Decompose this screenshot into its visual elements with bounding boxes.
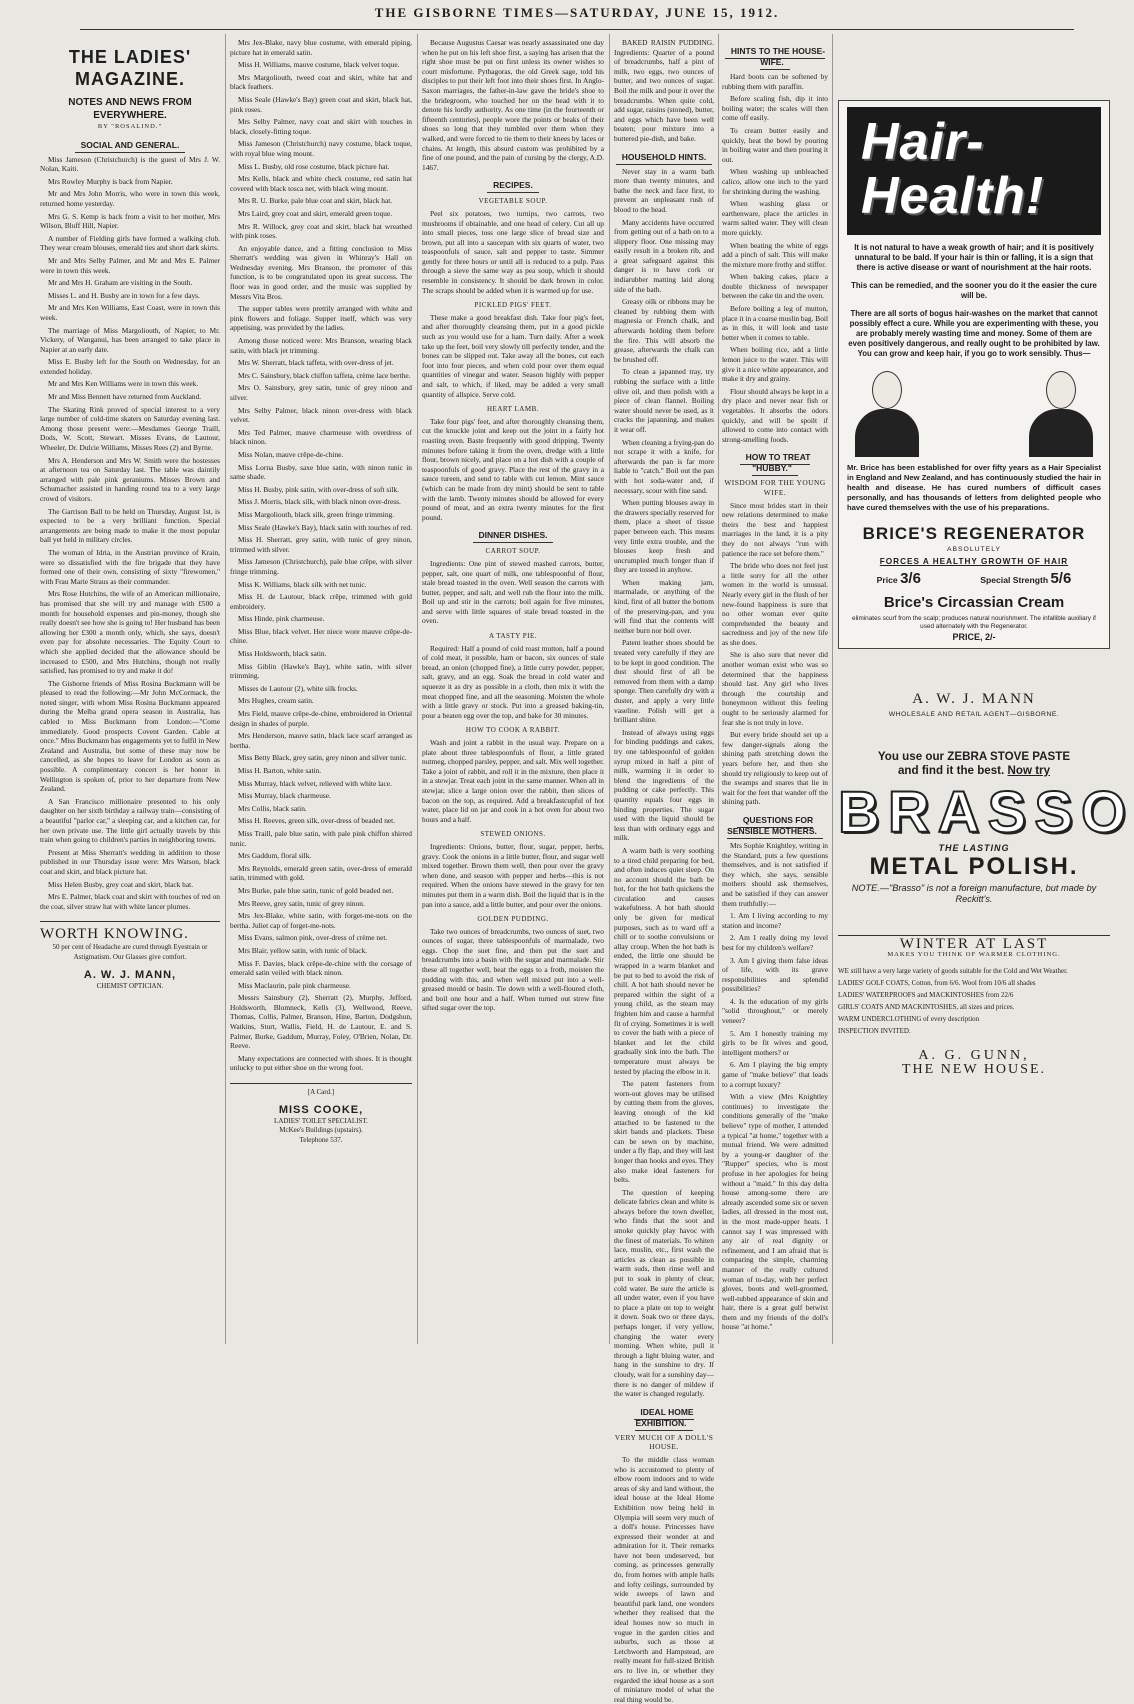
paragraph: Misses de Lautour (2), white silk frocks.	[238, 683, 358, 693]
paragraph: Misses L. and H. Busby are in town for a few days.	[48, 290, 200, 300]
hint-paragraph: Many accidents have occurred from getting out of a bath on to a slippery floor. One missing may easily result in a broken rib, and a great safeguard against this danger is to have cork or indiarubber matting laid along side of the bath.	[614, 217, 714, 294]
mann-name: A. W. J. MANN,	[83, 968, 177, 981]
portrait-illustrations	[847, 367, 1101, 459]
zebra-line-2: and find it the best. Now try	[897, 763, 1051, 777]
cooke-card	[230, 1083, 412, 1145]
column-rule	[832, 34, 833, 1344]
section-subtitle: NOTES AND NEWS FROM EVERYWHERE.	[68, 97, 192, 121]
brasso-title: BRASSO	[838, 779, 1134, 845]
paragraph: Miss Jameson (Christchurch) is the guest of Mrs J. W. Nolan, Kaiti.	[40, 154, 220, 174]
paragraph: The supper tables were prettily arranged with white and pink flowers and foliage. Supper itself, which was very appetising, was provided by the ladies.	[230, 304, 412, 333]
brice-blurb: Mr. Brice has been established for over fifty years as a Hair Specialist in England and New Zealand, and has continuously studied the hair in health and disease. He has cured numbers of difficult cases personally, and has thousands of letters from delighted people who have cured themselves with the use of his preparations.	[847, 463, 1101, 512]
paragraph: Mr and Mrs John Morris, who were in town this week, returned home yesterday.	[40, 189, 220, 208]
paragraph: The Skating Rink proved of special interest to a very large number of cold-time skaters on Saturday evening last. Among those present were:—Mesdames George Traill, Dods, W. Scott, Stewart. Misses Evans, de Lautour, Wheeler, Dr. Dulcie Williams, Misses Rees (2) and Byrne.	[40, 404, 220, 453]
paragraph: A number of Fielding girls have formed a walking club. They wear cream blouses, emerald ties and short dark skirts.	[40, 233, 220, 253]
hint-paragraph: Instead of always using eggs for binding puddings and cakes, try one tablespoonful of golden syrup mixed in half a pint of milk, warming it in order to blend the ingredients of the pudding or cake perfectly. This quantity equals four eggs in binding properties. The sugar used with the liquid should be less than with ordinary eggs and milk.	[614, 727, 714, 843]
recipe-list	[422, 197, 604, 522]
byline: BY "ROSALIND."	[97, 123, 163, 130]
paragraph: She is also sure that never did another woman exist who was so determined that the happiness should last. Any girl who lives through the courtship and honeymoon without this feeling ought to be seriously alarmed for fear she is not truly in love.	[722, 650, 828, 727]
exhibition-text: To the middle class woman who is accustomed to plenty of elbow room indoors and to wide areas of sky and land without, the ideal house at the Ideal Home Exhibition now being held in Olympia will seem very much of a doll's house. Princesses have expressed their wonder at and admiration for it. Their remarks have not been undeserved, but coming, as princesses generally do, from homes with ample halls and lofty ceilings, surrounded by wide sweeps of lawn and beautiful park land, one wonders whether they realised that the ideal houses now so much in vogue in the garden cities and suburbs, such as those at Letchworth and Hampstead, are really meant for full-sized British ers to live in, or whether they regarded the ideal house as a sort of miniature model of what the real thing would be.	[614, 1454, 714, 1704]
price-label: Price 3/6	[876, 570, 921, 588]
column-rule	[609, 34, 610, 1344]
paragraph: Mr and Mrs Selby Palmer, and Mr and Mrs E. Palmer were in town this week.	[40, 255, 220, 275]
column-household-a	[614, 38, 714, 1704]
worth-body: 50 per cent of Headache are cured through Eyestrain or Astigmatism. Our Glasses give comfort.	[52, 943, 208, 961]
column-advertisements	[838, 100, 1134, 1344]
paragraph: Miss Seale (Hawke's Bay) green coat and skirt, black hat, pink roses.	[230, 94, 412, 114]
question-item: 2. Am I really doing my level best for my children's welfare?	[722, 933, 828, 952]
hint-paragraph: To cream butter easily and quickly, heat the bowl by pouring in boiling water and then pouring it out.	[722, 125, 828, 164]
cream-title: Brice's Circassian Cream	[883, 593, 1065, 611]
hair-copy-line: There are all sorts of bogus hair-washes on the market that cannot possibly effect a cure. While you are experimenting with these, you are probably merely wasting time and money. Some of them are even positively dangerous, and really ought to be prohibited by law. You can grow and keep hair, if you go to work sensibly. Thus—	[848, 309, 1100, 358]
paragraph: Miss K. Williams, black silk with net tunic.	[238, 579, 367, 589]
winter-line: WE still have a very large variety of goods suitable for the Cold and Wet Weather.	[838, 967, 1068, 976]
hint-paragraph: When washing glass or earthenware, place the articles in warm salted water. They will clean more quickly.	[722, 199, 828, 237]
paragraph: Mrs Reeve, grey satin, tunic of grey ninon.	[238, 898, 365, 908]
paragraph: Miss H. Sherratt, grey satin, with tunic of grey ninon, trimmed with silver.	[230, 535, 412, 554]
paragraph: Mrs E. Palmer, black coat and skirt with touches of red on the coat, silver straw hat with white lancer plumes.	[40, 892, 220, 911]
paragraph: Miss Murray, black velvet, relieved with white lace.	[238, 778, 392, 788]
hint-paragraph: Greasy oilk or ribbons may be cleaned by rubbing them with magnesia or French chalk, and afterwards holding them before the fire. This will absorb the grease, afterwards the chalk can be brushed off.	[614, 297, 714, 364]
brasso-note: NOTE.—"Brasso" is not a foreign manufacture, but made by Reckitt's.	[851, 883, 1097, 905]
winter-subtitle: MAKES YOU THINK OF WARMER CLOTHING.	[887, 950, 1061, 958]
worth-knowing-ad	[40, 921, 220, 991]
paragraph: Miss J. Morris, black silk, with black ninon over-dress.	[238, 497, 401, 507]
recipe-text: Ingredients: Onions, butter, flour, sugar, pepper, herbs, gravy. Cook the onions in a little butter, flour, and sugar well mixed together. Brown them well, then pour over the gravy when done, and season with pepper and herbs—this is not required. When the onions have stewed in the gravy for ten minutes put them in a warm dish. Boil the liquid that is in the pan into a sauce, add a little butter, and pour over the onions.	[422, 841, 604, 909]
paragraph: Miss F. Davies, black crêpe-de-chine with the corsage of emerald satin veiled with black ninon.	[230, 958, 412, 978]
paragraph: The woman of Idria, in the Austrian province of Krain, were so dissatisfied with the fire brigade that they have formed one of their own, consisting of sixty "firewomen," with Frau Marie Straus as their commander.	[40, 547, 220, 586]
recipe-text: These make a good breakfast dish. Take four pig's feet, and after thoroughly cleansing them, put in a good pickle such as you would use for a ham. Turn daily. After a week take up the feet, boil very slowly till perfectly tender, and the bones can be slipped out. Take away all the bones, cut each foot into four pieces, and when cold pour over them equal quantities of vinegar and water. Season highly with pepper and salt, to which, if liked, may be added a very small quantity of allspice. Serve cold.	[422, 312, 604, 399]
hubby-heading: HOW TO TREAT "HUBBY."	[722, 452, 828, 474]
paragraph: But every bride should set up a few danger-signals along the shining path stretching down the years before her, and then she should try religiously to keep out of the swamps and snares that lie in wait for the feet that wander off the shining path.	[722, 730, 828, 807]
hint-paragraph: Before scaling fish, dip it into boiling water; the scales will then come off easily.	[722, 94, 828, 123]
paragraph: Mrs Jex-Blake, white satin, with forget-me-nots on the bertha. Juliet cap of forget-me-nots.	[230, 911, 412, 930]
paragraph: Mrs Laird, grey coat and skirt, emerald green toque.	[238, 208, 393, 218]
paragraph: Among those noticed were: Mrs Branson, wearing black satin, with black jet trimming.	[230, 336, 412, 355]
hint-paragraph: When putting blouses away in the drawers specially reserved for them, place a sheet of tissue paper between each. This means very little extra trouble, and the blouses keep fresh and uncrumpled much longer than if they are tossed in anyhow.	[614, 498, 714, 575]
household-hints	[614, 167, 714, 1399]
winter-line: INSPECTION INVITED.	[838, 1027, 911, 1036]
paragraph: Miss Maclaurin, pale pink charmeuse.	[238, 980, 351, 990]
paragraph: Mr and Mrs H. Graham are visiting in the South.	[48, 278, 193, 288]
cooke-role: LADIES' TOILET SPECIALIST.	[274, 1116, 368, 1125]
paragraph: Mrs R. Willock, grey coat and skirt, black hat wreathed with pink roses.	[230, 221, 412, 241]
paragraph: Mrs Ted Palmer, mauve charmeuse with overdress of black ninon.	[230, 427, 412, 447]
paragraph: Mrs Blair, yellow satin, with tunic of black.	[238, 945, 368, 955]
recipe-title: GOLDEN PUDDING.	[477, 915, 549, 924]
paragraph: Mrs Burke, pale blue satin, tunic of gold beaded net.	[238, 885, 394, 895]
paragraph: Mrs C. Sainsbury, black chiffon taffeta, crème lace berthe.	[238, 370, 411, 380]
housewife-hints	[722, 72, 828, 444]
recipe-title: CARROT SOUP.	[485, 547, 541, 556]
winter-lines	[838, 965, 1110, 1037]
masthead: THE GISBORNE TIMES—SATURDAY, JUNE 15, 1912.	[80, 4, 1074, 30]
paragraph: Miss Jameson (Christchurch) navy costume, black toque, with royal blue wing mount.	[230, 139, 412, 158]
paragraph: Miss Margoliouth, black silk, green fringe trimming.	[238, 509, 395, 519]
paragraph: Mrs Jex-Blake, navy blue costume, with emerald piping, picture hat in emerald satin.	[230, 38, 412, 57]
recipe-title: VEGETABLE SOUP.	[478, 197, 548, 206]
agent-name: A. W. J. MANN	[912, 691, 1036, 708]
hint-paragraph: Flour should always be kept in a dry place and never near fish or vegetables. It absorbs the odors quickly, and will be spoilt if allowed to come into contact with strong-smelling foods.	[722, 386, 828, 444]
column-rule	[417, 34, 418, 1344]
paragraph: A San Francisco millionaire presented to his only daughter on her sixth birthday a railway train—consisting of a beautiful "parlor car," a sleeping car, and a kitchen car, for her own private use. The little girl actually travels by this train when going to children's parties in neighboring towns.	[40, 796, 220, 845]
hubby-subheading: WISDOM FOR THE YOUNG WIFE.	[724, 478, 826, 497]
paragraph: Miss H. Busby, pink satin, with over-dress of soft silk.	[238, 484, 399, 494]
hint-paragraph: When washing up unbleached calico, allow one inch to the yard for shrinking during the washing.	[722, 167, 828, 196]
questions-heading: QUESTIONS FOR SENSIBLE MOTHERS.	[722, 815, 828, 837]
social-paragraphs	[40, 155, 220, 912]
questions-tail: With a view (Mrs Knightley continues) to investigate the conditions generally of the "make believe" type of mother, I attended a typical "at home," together with a mutual friend. We were admitted by a young-er daughter of the "Rupper" species, who is most profuse in her apologies for being without a "maid." In this day delta house among-some there are already ascended some six or seven ladies, all dressed in the most out, in the most made-upper heats. I cannot say I was impressed with any air of real dignity or refinement, and I am afraid that is comparing the simple, charming manner of the really cultured woman of to-day, with her perfect gloves, boots and well-groomed, well-tubbed appearance of skin and hair, there is a great gulf betwixt them and my friends of the doll's house "at home."	[722, 1092, 828, 1332]
recipe-text: Take four pigs' feet, and after thoroughly cleansing them, cut the knuckle joint and keep out the joint in a fairly hot roasting oven. Baste frequently with good dripping. Twenty minutes before taking it from the oven, dredge with a little flour, brown nicely, and place on a hot dish with a couple of teaspoonfuls of good gravy. Place the rest of the gravy in a sauce tureen, and send to table with cut lemon. Mint sauce (which can be made from dry mint) should be sent to table with the lamb. Twenty minutes should be allowed for every pound of meat, and an extra twenty minutes for the first pound.	[422, 416, 604, 522]
forces-label: FORCES A HEALTHY GROWTH OF HAIR	[879, 556, 1069, 566]
column-ladies-magazine	[40, 38, 220, 1344]
portrait-man-icon	[1029, 371, 1093, 457]
hint-paragraph: A warm bath is very soothing to a tired child preparing for bed, and often induces quiet sleep. On no account should the bath be hot, for the hot bath quickens the circulation and causes wakefulness. A hot bath should only be given for medical purposes, such as to ward off a chill or to soothe convulsions or allay croup. When the hot bath is ended, the little one should be wrapped in a warm blanket and be put to bed to avoid the risk of chill. A hot bath should never be prepared within the sight of a young child, as the steam may frighten him and cause a harmful fit of crying. Sometimes it is well to cover the bath with a piece of blanket and let the child gradually sink into the bath. The temperature must always be tested by placing the elbow in it.	[614, 845, 714, 1076]
paragraph: Miss H. Barton, white satin.	[238, 766, 322, 775]
recipe-text: Ingredients: One pint of stewed mashed carrots, butter, pepper, salt, one quart of milk, one tablespoonful of flour, stale bread toasted in the oven. Well season the carrots with butter, pepper, and salt, and well rub the flour into the milk. Boil up and stir in the carrots; boil again for five minutes, and serve with little squares of stale bread toasted in the oven.	[422, 558, 604, 626]
cooke-address: McKee's Buildings (upstairs).	[279, 1126, 363, 1135]
hint-paragraph: When cleaning a frying-pan do not scrape it with a knife, for afterwards the pan is far more liable to "catch." Boil out the pan with hot soda-water and, if necessary, scour with fine sand.	[614, 437, 714, 495]
hint-paragraph: The patent fasteners from worn-out gloves may be utilised by cutting them from the gloves, leaving enough of the kid attached to be fastened to the skirt bands and plackets. These can be sewn on by machine, under a fly flap, and they will last longer than hooks and eyes. They also make ideal fasteners for belts.	[614, 1079, 714, 1185]
column-housewife	[722, 38, 828, 1344]
question-item: 4. Is the education of my girls "solid throughout," or merely veneer?	[722, 996, 828, 1026]
absolutely-label: ABSOLUTELY	[946, 546, 1002, 553]
housewife-heading: HINTS TO THE HOUSE-WIFE.	[722, 46, 828, 68]
paragraph: Miss L. Busby, old rose costume, black picture hat.	[238, 161, 390, 171]
paragraph: Mrs Selby Palmer, navy coat and skirt with touches in black, closely-fitting toque.	[230, 117, 412, 136]
paragraph: Mrs G. S. Kemp is back from a visit to her mother, Mrs Wilson, Bluff Hill, Napier.	[40, 211, 220, 231]
paragraph: Mrs Rose Hutchins, the wife of an American millionaire, has promised that she will try and manage with £500 a month for household expenses and pin-money, though she really doesn't see how she is going to! Her husband has been allowing her £300 a month only, which, she says, doesn't even pay for absolute necessaries. The Equity Court to which she applied decided that the allowance should be increased to £500, and Mrs Hutchins, though not really satisfied, has promised to try and make it do!	[40, 589, 220, 676]
paragraph: Miss Holdsworth, black satin.	[238, 649, 327, 659]
paragraph: Miss Seale (Hawke's Bay), black satin with touches of red.	[238, 522, 412, 532]
winter-ad	[838, 935, 1110, 1077]
paragraph: Miss Helen Busby, grey coat and skirt, black hat.	[48, 879, 194, 889]
hubby-paragraphs	[722, 501, 828, 807]
hint-paragraph: Patent leather shoes should be treated very carefully if they are to be kept in good condition. The dust should first of all be removed from them with a damp sponge. Then carefully dry with a duster, and apply a very little vaseline. Polish will get a brilliant shine.	[614, 638, 714, 725]
paragraph: Mrs A. Henderson and Mrs W. Smith were the hostesses at afternoon tea on Saturday last. The table was daintily arranged with pale pink geraniums. Misses Brown and Schumacher assisted in handing round tea to a very large crowd of visitors.	[40, 455, 220, 503]
winter-line: GIRLS' COATS AND MACKINTOSHES, all sizes and prices.	[838, 1003, 1015, 1012]
recipe-title: STEWED ONIONS.	[480, 830, 546, 839]
special-price: Special Strength 5/6	[980, 570, 1072, 588]
hair-copy-line: This can be remedied, and the sooner you do it the easier the cure will be.	[851, 281, 1097, 300]
paragraph: The marriage of Miss Margoliouth, of Napier, to Mr. Vickery, of Wanganui, has been arranged to take place in Napier at an early date.	[40, 325, 220, 354]
household-heading: HOUSEHOLD HINTS.	[614, 152, 714, 163]
paragraph: An enjoyable dance, and a fitting conclusion to Miss Sherratt's wedding was given in Whinray's Hall on Wednesday evening. Mrs Branson, the promoter of this function, is to be congratulated upon its great success. The floor was in good order, and the music was supplied by Messrs Vita Bros.	[230, 243, 412, 301]
paragraph: Many expectations are connected with shoes. It is thought unlucky to put either shoe on the wrong foot.	[230, 1053, 412, 1073]
paragraph: Mrs W. Sherratt, black taffeta, with over-dress of jet.	[238, 358, 394, 368]
paragraph: Miss Evans, salmon pink, over-dress of crème net.	[238, 933, 388, 943]
paragraph: The Gisborne friends of Miss Rosina Buckmann will be pleased to read the following:—Mr John McCormack, the noted singer, with whom Miss Rosina Buckmann appeared during the Melba grand opera season in Australia, has cabled to Miss Buckmann from London:—"Come immediately. Good prospects Covent Garden. Cable at once." Miss Buckmann has engagements yet to fulfil in New Zealand and Australia, but some of these may now be cancelled, as she hopes to leave for London as soon as possible. A complimentary concert is her honor in Wellington is spoken of, prior to her departure from New Zealand.	[40, 678, 220, 794]
winter-line: LADIES' GOLF COATS, Cotton, from 6/6. Wool from 10/6 all shades	[838, 979, 1036, 988]
hint-paragraph: When boiling rice, add a little lemon juice to the water. This will give it a nice white appearance, and make it dry and grainy.	[722, 345, 828, 384]
section-title: THE LADIES' MAGAZINE.	[68, 47, 192, 89]
questions-list	[722, 841, 828, 1089]
dinner-list	[422, 547, 604, 1013]
paragraph: Mrs O. Sainsbury, grey satin, tunic of grey ninon and silver.	[230, 383, 412, 402]
guest-paragraphs	[230, 38, 412, 1073]
paragraph: Miss Hinde, pink charmeuse.	[238, 614, 325, 624]
paragraph: Mr and Mrs Ken Williams, East Coast, were in town this week.	[40, 303, 220, 322]
hint-paragraph: When baking cakes, place a double thickness of newspaper between the cake tin and the oven.	[722, 272, 828, 301]
hint-paragraph: When beating the white of eggs add a pinch of salt. This will make the mixture more frothy and stiffer.	[722, 240, 828, 269]
shoe-intro: Because Augustus Caesar was nearly assassinated one day when he put on his left shoe first, a saying has arisen that the right shoe must be put on first unless its owner wishes to court misfortune. Pythagoras, the old Greek sage, told his disciples to put their left foot into their shoes first. In Anglo-Saxon marriages, the father-in-law gave the bride's shoe to the bridegroom, who touched her on the head with it to denote his lordly authority. As one time (in the fourteenth or fifteenth centuries), people wore the points or beaks of their shoes so long that they tumbled over them when they walked, and were forced to tie them to their knees by laces or chains. At length, this absurd custom was prohibited by a fine of one pound, and the pain of cursing by the clergy, A.D. 1467.	[422, 38, 604, 172]
exhibition-heading: IDEAL HOME EXHIBITION.	[614, 1407, 714, 1429]
recipe-title: PICKLED PIGS' FEET.	[474, 301, 552, 310]
paragraph: Mr and Mrs Ken Williams were in town this week.	[48, 379, 199, 389]
zebra-line-1: You use our ZEBRA STOVE PASTE	[877, 749, 1071, 763]
question-item: Mrs Sophie Knightley, writing in the Standard, puts a few questions themselves, and is not satisfied if they which, she says, sensible mothers should ask themselves, and be satisfied if they can answer them truthfully:—	[722, 840, 828, 908]
hint-paragraph: Before boiling a leg of mutton, place it in a coarse muslin bag. Boil as in this, it will look and taste better when it comes to table.	[722, 304, 828, 342]
recipe-title: A TASTY PIE.	[488, 632, 538, 641]
mann-role: CHEMIST OPTICIAN.	[96, 981, 164, 990]
column-rule	[225, 34, 226, 1344]
question-item: 6. Am I playing the big empty game of "make believe" that leads to a corrupt luxury?	[722, 1060, 828, 1089]
recipe-title: HOW TO COOK A RABBIT.	[465, 726, 561, 735]
hair-copy-line: It is not natural to have a weak growth of hair; and it is positively unnatural to be bald. If your hair is thin or falling, it is a sign that there is active disease or want of nourishment at the hair roots.	[854, 243, 1094, 272]
lasting-label: THE LASTING	[938, 842, 1010, 853]
paragraph: Miss E. Busby left for the South on Wednesday, for an extended holiday.	[40, 357, 220, 376]
question-item: 5. Am I honestly training my girls to be fit wives and good, intelligent mothers? or	[722, 1028, 828, 1057]
column-wedding-guests	[230, 38, 412, 1344]
hair-health-ad	[838, 100, 1110, 649]
recipe-text: Take two ounces of breadcrumbs, two ounces of suet, two ounces of sugar, three tablespoonfuls of marmalade, two eggs. Chop the suet fine, and then put the suet and breadcrumbs into a basin with the sugar and marmalade. Stir these all together well, beat the eggs to a froth, moisten the pudding with this, and when well mixed put into a well-greased mould or basin. Tie down with a well-floured cloth, and boil one hour and a half. When turned out strew fine sifted sugar over the top.	[422, 926, 604, 1013]
hair-health-title: Hair-Health!	[847, 107, 1101, 235]
recipe-text: Peel six potatoes, two turnips, two carrots, two mushrooms if obtainable, and one head of celery. Cut all up into small pieces, toss one large slice of bread size and brown, put all into a saucepan with six quarts of water, two teaspoonfuls of sauce, salt and pepper to taste. Simmer gently for three hours or until all is reduced to a pulp. Pass through a sieve the same way as pea soup, which it should resemble in consistency. It should be dark brown in color. The scraps should be added when it is warmed up for use.	[422, 208, 604, 295]
social-heading: SOCIAL AND GENERAL.	[40, 140, 220, 151]
winter-line: WARM UNDERCLOTHING of every description	[838, 1015, 980, 1024]
hint-paragraph: Hard boots can be softened by rubbing them with paraffin.	[722, 72, 828, 91]
paragraph: Miss Jameson (Christchurch), pale blue crêpe, with silver fringe trimming.	[230, 557, 412, 576]
recipes-heading: RECIPES.	[422, 180, 604, 191]
exhibition-subheading: VERY MUCH OF A DOLL'S HOUSE.	[614, 1432, 714, 1452]
paragraph: Mrs Hughes, cream satin.	[238, 696, 314, 706]
paragraph: Mrs R. U. Burke, pale blue coat and skirt, black hat.	[238, 196, 393, 206]
winter-title: WINTER AT LAST	[838, 935, 1110, 950]
paragraph: Present at Miss Sherratt's wedding in addition to those published in our Thursday issue were: Mrs Watson, black coat and skirt, and black picture hat.	[40, 847, 220, 876]
cream-price: PRICE, 2/-	[952, 631, 996, 642]
new-house-label: THE NEW HOUSE.	[901, 1061, 1046, 1077]
paragraph: Mrs Field, mauve crêpe-de-chine, embroidered in Oriental design in shades of purple.	[230, 709, 412, 728]
paragraph: Miss H. de Lautour, black crêpe, trimmed with gold embroidery.	[230, 592, 412, 611]
question-item: 1. Am I living according to my station and income?	[722, 911, 828, 930]
recipe-title: HEART LAMB.	[486, 405, 539, 414]
hint-paragraph: When making jam, marmalade, or anything of the kind, first of all butter the bottom of the preserving-pan, and you will find that the contents will neither burn nor boil over.	[614, 577, 714, 635]
hair-copy	[847, 243, 1101, 359]
paragraph: Mrs Gaddum, floral silk.	[238, 851, 312, 861]
paragraph: Miss Nolan, mauve crêpe-de-chine.	[238, 449, 344, 459]
gunn-name: A. G. GUNN,	[918, 1048, 1030, 1064]
paragraph: Miss Betty Black, grey satin, grey ninon and silver tunic.	[238, 753, 407, 763]
winter-line: LADIES' WATERPROOFS and MACKINTOSHES from 22/6	[838, 991, 1014, 1000]
cooke-phone: Telephone 537.	[299, 1135, 343, 1144]
paragraph: Mrs Selby Palmer, black ninon over-dress with black velvet.	[230, 405, 412, 425]
worth-title: WORTH KNOWING.	[40, 926, 189, 943]
paragraph: Mrs Henderson, mauve satin, black lace scarf arranged as bertha.	[230, 731, 412, 750]
recipe-text: Required: Half a pound of cold roast mutton, half a pound of cold meat, it possible, ham or bacon, six ounces of stale bread, an onion (chopped fine), a little curry powder, pepper, salt, gravy, and an egg. Soak the bread in cold water and squeeze it as dry as possible in a cloth, then mix it with the meat chopped fine, and all the seasoning. Moisten the whole with a little gravy or stock. Put into a greased baking-tin, pour a beaten egg over the top, and bake for 30 minutes.	[422, 643, 604, 720]
paragraph: Mr and Miss Bennett have returned from Auckland.	[48, 392, 202, 402]
paragraph: Miss H. Reeves, green silk, over-dress of beaded net.	[238, 816, 396, 826]
paragraph: Miss Giblin (Hawke's Bay), white satin, with silver trimming.	[230, 661, 412, 681]
paragraph: Mrs Rowley Murphy is back from Napier.	[48, 176, 173, 186]
price-row	[847, 570, 1101, 588]
raisin-pudding: BAKED RAISIN PUDDING. Ingredients: Quarter of a pound of breadcrumbs, half a pint of milk, two eggs, two ounces of butter, and two ounces of sugar. Boil the milk and pour it over the breadcrumbs. When quite cold, add sugar, raisins (stoned), butter, and eggs which have been well beaten; pour mixture into a buttered pie-dish, and bake.	[614, 38, 714, 143]
dinner-heading: DINNER DISHES.	[422, 530, 604, 541]
agent-role: WHOLESALE AND RETAIL AGENT—GISBORNE.	[888, 710, 1060, 718]
hint-paragraph: To clean a japanned tray, try rubbing the surface with a little olive oil, and then polish with a piece of clean flannel. Boiling water should never be used, as it cracks the japanning, and makes it wear off.	[614, 367, 714, 434]
metal-polish-label: METAL POLISH.	[869, 853, 1079, 881]
brasso-ad	[838, 749, 1134, 906]
column-recipes	[422, 38, 604, 1344]
paragraph: Miss Murray, black charmeuse.	[238, 791, 331, 801]
paragraph: The Garrison Ball to be held on Thursday, August 1st, is expected to be a very brilliant function. Special arrangements are being made to make it the most popular ball yet held in military circles.	[40, 506, 220, 545]
hint-paragraph: Never stay in a warm bath more than twenty minutes, and bathe the neck and face first, to prevent an unpleasant rush of blood to the head.	[614, 166, 714, 214]
regenerator-title: BRICE'S REGENERATOR	[862, 524, 1086, 543]
portrait-man-icon	[855, 371, 919, 457]
cream-note: eliminates scurf from the scalp; produces natural nourishment. The infallible auxiliary if used alternately with the Regenerator.	[852, 614, 1096, 630]
cooke-name: MISS COOKE,	[278, 1103, 364, 1116]
hint-paragraph: The question of keeping delicate fabrics clean and white is always before the town dweller, who finds that the soot and smoke quickly play havoc with the finest of materials. To whiten lace, muslin, etc., first wash the articles as clean as possible in warm suds, then rinse well and put to soak in plenty of clear, cold water. Be sure the article is all under water, even if you have to place a plate on top to weight it down. Soak two or three days, perhaps longer, if very yellow, changing the water every morning. When white, pull it through a light bluing water, and hang in the sunshine to dry. If cloudy, wait for a sunshiny day—there is no danger of mildew if the water is changed regularly.	[614, 1187, 714, 1399]
paragraph: Miss H. Williams, mauve costume, black velvet toque.	[238, 60, 400, 70]
recipe-text: Wash and joint a rabbit in the usual way. Prepare on a plate about three tablespoonfuls of flour, a little grated nutmeg, chopped parsley, pepper, and salt. Mix well together. Take a joint of rabbit, and roll it in the mixture, then place it in a stewjar. Treat each joint in the same manner. When all in stewjar, slice a large onion over the rabbit, then slices of bacon on the top, as required. Add a breakfastcupful of hot water, place lid on jar and cook in a hot oven for about two hours and a half.	[422, 738, 604, 824]
paragraph: Messrs Sainsbury (2), Sherratt (2), Murphy, Jefford, Holdsworth, Blomneck, Kells (3), Wellwood, Reeve, Thomas, Collis, Palmer, Branson, Hine, Barton, Dodgshun, Watkins, Sturt, Wallis, Field, H. de Lautour, E. and S. Palmer, Burke, Gaddum, Murray, Foley, O'Brien, Nolan, Dr. Reeve.	[230, 993, 412, 1051]
paragraph: The bride who does not feel just a little sorry for all the other women in the world is unusual. Nearly every girl in the flush of her new-found happiness is sure that no other woman ever quite comprehended the beauty and sacredness and joy of the new life as she does.	[722, 561, 828, 647]
paragraph: Miss Lorna Busby, saxe blue satin, with ninon tunic in same shade.	[230, 462, 412, 482]
card-label: [A Card.]	[307, 1088, 335, 1097]
paragraph: Since most brides start in their new relations determined to make theirs the best and happiest marriages in the land, it is a pity they do not always "run with patience the race set before them."	[722, 500, 828, 558]
column-rule	[718, 34, 719, 1344]
question-item: 3. Am I giving them false ideas of life, with its grave responsibilities and splendid possibilities?	[722, 955, 828, 994]
paragraph: Mrs Kells, black and white check costume, red satin hat covered with black tosca net, with black wing mount.	[230, 174, 412, 193]
paragraph: Miss Blue, black velvet. Her niece wore mauve crêpe-de-chine.	[230, 626, 412, 646]
paragraph: Mrs Margoliouth, tweed coat and skirt, white hat and black feathers.	[230, 72, 412, 92]
paragraph: Miss Traill, pale blue satin, with pale pink chiffon shirred tunic.	[230, 828, 412, 848]
paragraph: Mrs Collis, black satin.	[238, 803, 307, 813]
paragraph: Mrs Reynolds, emerald green satin, over-dress of emerald satin, trimmed with gold.	[230, 863, 412, 883]
